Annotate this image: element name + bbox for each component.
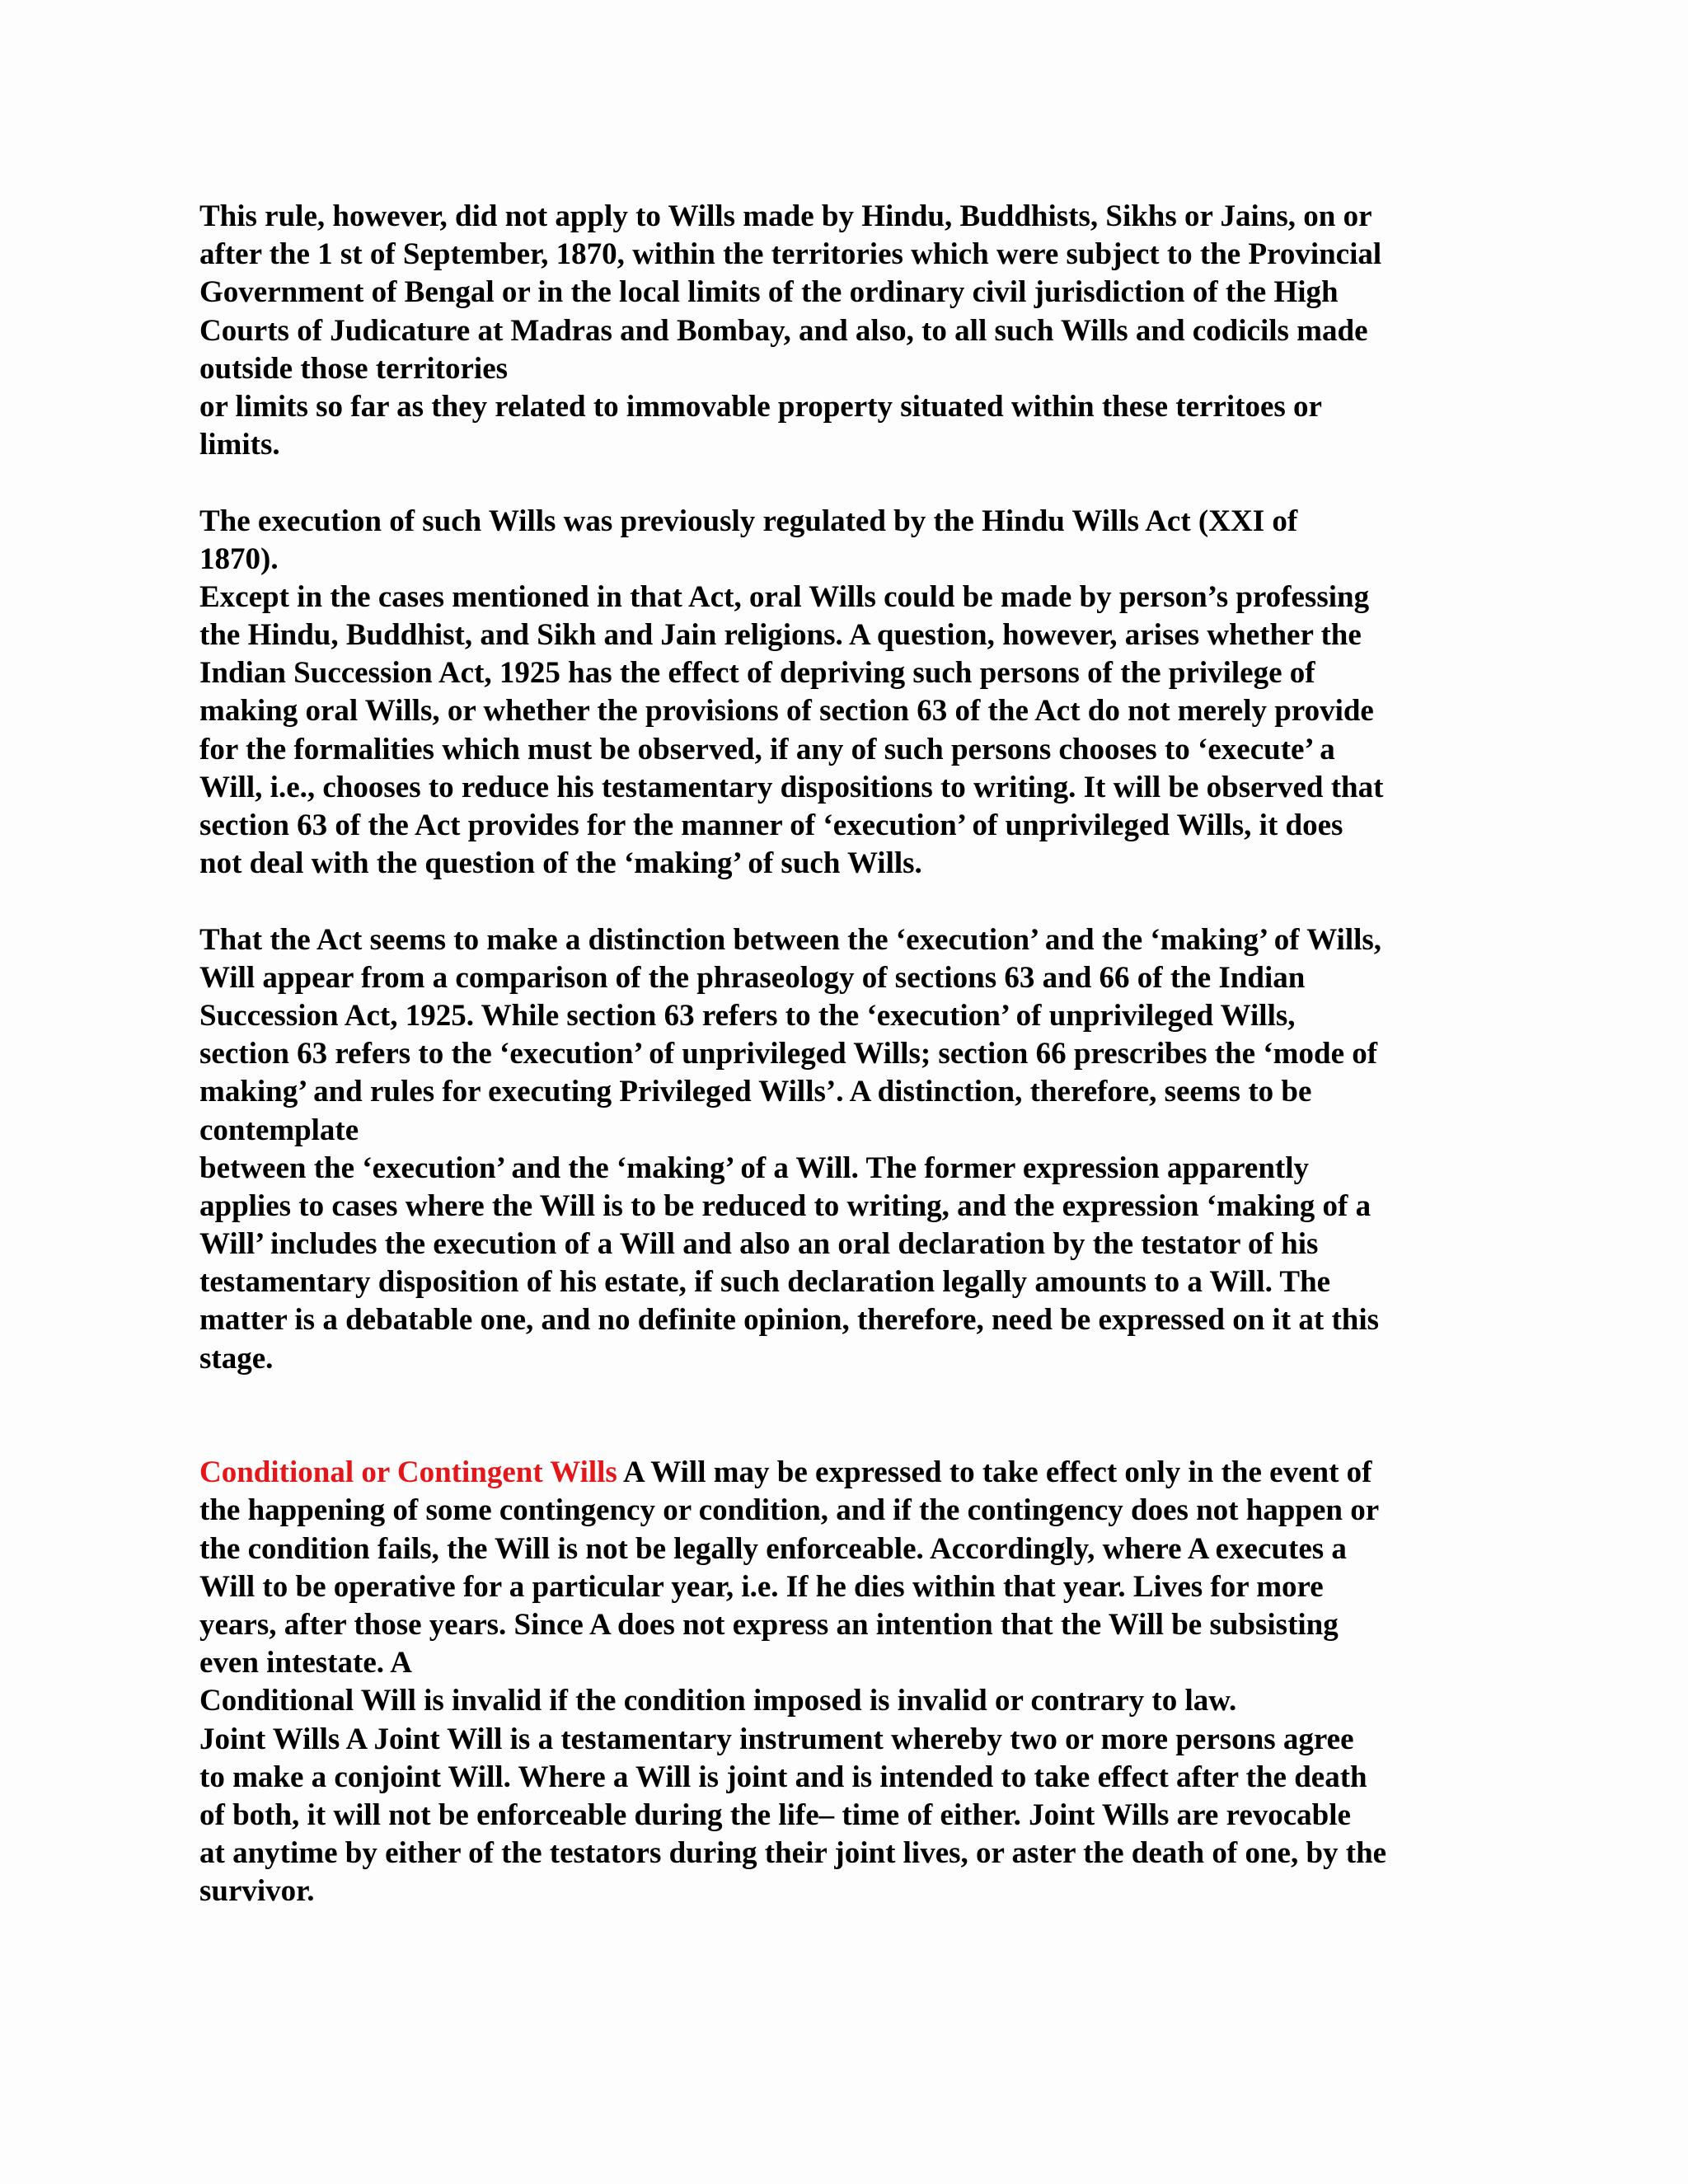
text-line: limits. (199, 428, 280, 462)
text-line: at anytime by either of the testators during their joint lives, or aster the death of one, by the (199, 1836, 1387, 1871)
text-line: Succession Act, 1925. While section 63 refers to the ‘execution’ of unprivileged Wills, (199, 998, 1296, 1033)
text-line: This rule, however, did not apply to Wills made by Hindu, Buddhists, Sikhs or Jains, on or (199, 199, 1372, 233)
paragraph-spacer (199, 464, 1502, 502)
text-line: to make a conjoint Will. Where a Will is joint and is intended to take effect after the death (199, 1760, 1367, 1794)
document-body (199, 198, 1502, 1910)
text-line: making’ and rules for executing Privileged Wills’. A distinction, therefore, seems to be (199, 1075, 1312, 1109)
text-line: stage. (199, 1341, 274, 1376)
text-line: the happening of some contingency or condition, and if the contingency does not happen or (199, 1493, 1380, 1528)
section-heading: Conditional or Contingent Wills (199, 1455, 617, 1490)
text-line: contemplate (199, 1113, 359, 1147)
text-line: of both, it will not be enforceable during the life– time of either. Joint Wills are revocable (199, 1797, 1351, 1832)
text-line: Joint Wills A Joint Will is a testamentary instrument whereby two or more persons agree (199, 1722, 1354, 1756)
paragraph-3 (199, 921, 1502, 1378)
text-line: between the ‘execution’ and the ‘making’ of a Will. The former expression apparently (199, 1151, 1310, 1185)
paragraph-spacer (199, 883, 1502, 921)
text-line: or limits so far as they related to immovable property situated within these territoes or (199, 389, 1322, 424)
text-line: for the formalities which must be observed, if any of such persons chooses to ‘execute’ a (199, 732, 1335, 766)
text-line: 1870). (199, 541, 279, 576)
text-line: the Hindu, Buddhist, and Sikh and Jain religions. A question, however, arises whether the (199, 618, 1362, 653)
text-line: Conditional Will is invalid if the condition imposed is invalid or contrary to law. (199, 1684, 1237, 1718)
paragraph-1 (199, 198, 1502, 464)
text-line: Indian Succession Act, 1925 has the effect of depriving such persons of the privilege of (199, 656, 1315, 691)
text-line: making oral Wills, or whether the provisions of section 63 of the Act do not merely provide (199, 694, 1374, 729)
paragraph-spacer (199, 1378, 1502, 1454)
text-line: matter is a debatable one, and no definite opinion, therefore, need be expressed on it at this (199, 1303, 1380, 1338)
text-line (199, 1454, 1502, 1492)
text-line: Will, i.e., chooses to reduce his testamentary dispositions to writing. It will be observed that (199, 770, 1384, 804)
text-line: That the Act seems to make a distinction between the ‘execution’ and the ‘making’ of Wills, (199, 922, 1382, 957)
text-line: Will to be operative for a particular year, i.e. If he dies within that year. Lives for more (199, 1569, 1324, 1604)
text-line: survivor. (199, 1874, 315, 1909)
text-line: outside those territories (199, 351, 509, 386)
text-line: testamentary disposition of his estate, if such declaration legally amounts to a Will. The (199, 1265, 1331, 1300)
text-line: Will’ includes the execution of a Will and also an oral declaration by the testator of his (199, 1227, 1319, 1262)
text-line: Government of Bengal or in the local limits of the ordinary civil jurisdiction of the High (199, 275, 1339, 310)
text-line: years, after those years. Since A does not express an intention that the Will be subsisting (199, 1607, 1339, 1642)
text-line: even intestate. A (199, 1646, 412, 1680)
text-line: Courts of Judicature at Madras and Bombay, and also, to all such Wills and codicils made (199, 313, 1368, 348)
text-line: not deal with the question of the ‘making’ of such Wills. (199, 846, 922, 881)
text-line: the condition fails, the Will is not be legally enforceable. Accordingly, where A executes a (199, 1531, 1347, 1566)
text-line: Except in the cases mentioned in that Act, oral Wills could be made by person’s professing (199, 579, 1370, 614)
text-line: after the 1 st of September, 1870, within the territories which were subject to the Provincial (199, 237, 1382, 272)
heading-continuation: A Will may be expressed to take effect only in the event of (617, 1455, 1372, 1490)
text-line: Will appear from a comparison of the phraseology of sections 63 and 66 of the Indian (199, 960, 1306, 995)
text-line: applies to cases where the Will is to be reduced to writing, and the expression ‘making of a (199, 1188, 1372, 1223)
text-line: The execution of such Wills was previously regulated by the Hindu Wills Act (XXI of (199, 504, 1298, 538)
text-line: section 63 of the Act provides for the manner of ‘execution’ of unprivileged Wills, it does (199, 808, 1343, 842)
paragraph-4 (199, 1454, 1502, 1910)
paragraph-2 (199, 503, 1502, 883)
text-line: section 63 refers to the ‘execution’ of unprivileged Wills; section 66 prescribes the ‘mode of (199, 1037, 1378, 1071)
